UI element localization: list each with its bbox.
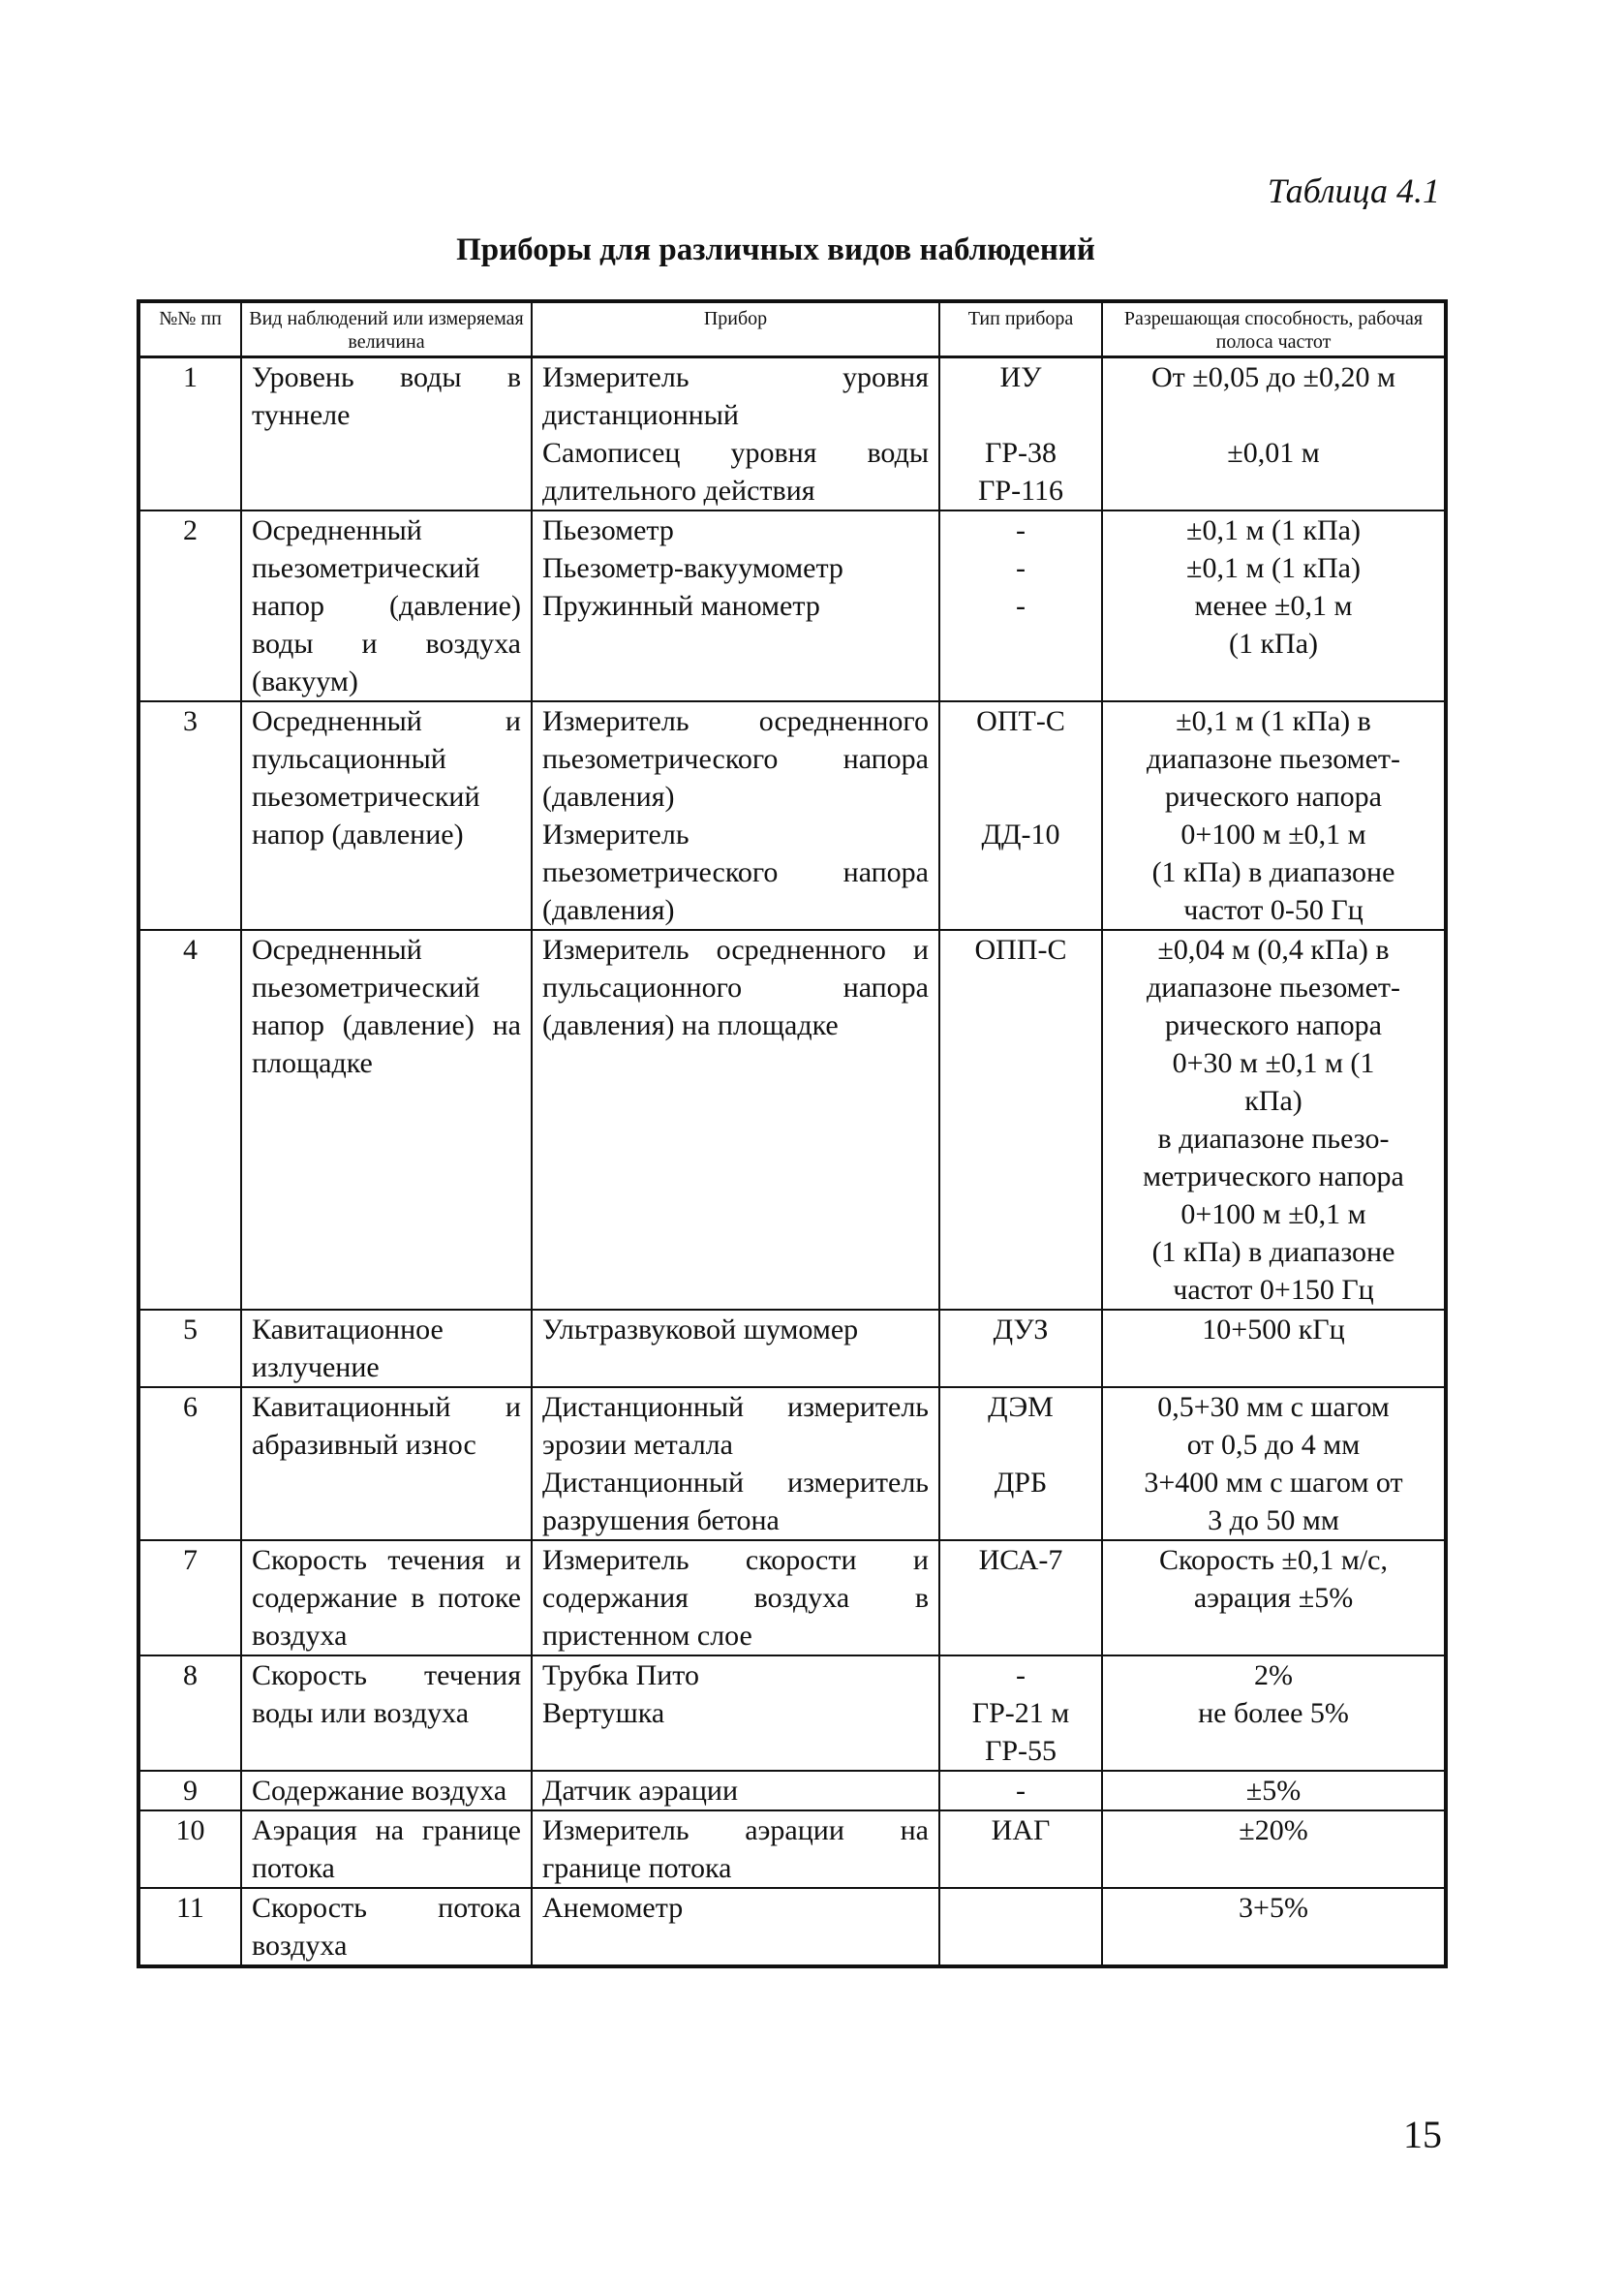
observation-cell: Уровень воды в туннеле xyxy=(241,357,532,511)
resolution-value: менее ±0,1 м xyxy=(1194,590,1353,622)
observation-cell: Осредненный и пульсационный пьезометрический напор (давление) xyxy=(241,701,532,930)
resolution-value: рического напора xyxy=(1165,1009,1382,1041)
device-type-cell xyxy=(939,1540,1102,1655)
observation-cell: Содержание воздуха xyxy=(241,1771,532,1810)
header-type: Тип прибора xyxy=(939,301,1102,357)
row-number: 2 xyxy=(138,510,241,701)
table-row xyxy=(138,1888,1446,1966)
device-cell xyxy=(532,510,939,701)
device-name: Измеритель аэрации на границе потока xyxy=(542,1814,929,1884)
row-number: 3 xyxy=(138,701,241,930)
resolution-value: от 0,5 до 4 мм xyxy=(1186,1429,1361,1461)
device-type-cell xyxy=(939,357,1102,511)
resolution-value: ±20% xyxy=(1239,1814,1308,1846)
device-type: ИАГ xyxy=(991,1814,1051,1846)
device-name: Пружинный манометр xyxy=(542,590,820,622)
device-cell xyxy=(532,930,939,1310)
document-title: Приборы для различных видов наблюдений xyxy=(456,232,1095,267)
device-type-cell xyxy=(939,1810,1102,1888)
device-type: - xyxy=(1016,552,1026,584)
resolution-cell xyxy=(1102,357,1446,511)
device-type-cell xyxy=(939,1655,1102,1771)
device-name: Дистанционный измеритель эрозии металла xyxy=(542,1391,929,1461)
device-cell xyxy=(532,1655,939,1771)
device-type-cell xyxy=(939,1888,1102,1966)
resolution-cell xyxy=(1102,1888,1446,1966)
resolution-cell xyxy=(1102,1771,1446,1810)
device-cell xyxy=(532,1540,939,1655)
device-type: ГР-116 xyxy=(978,475,1063,507)
resolution-cell xyxy=(1102,510,1446,701)
resolution-cell xyxy=(1102,1540,1446,1655)
device-name: Измеритель осредненного пьезометрического напора (давления) xyxy=(542,705,929,813)
device-type: ГР-21 м xyxy=(971,1697,1070,1729)
device-type-cell xyxy=(939,510,1102,701)
device-type: - xyxy=(1016,514,1026,546)
resolution-value: аэрация ±5% xyxy=(1193,1582,1354,1614)
device-name: Самописец уровня воды длительного действия xyxy=(542,437,929,507)
observation-cell: Кавитационный и абразивный износ xyxy=(241,1387,532,1540)
header-resolution: Разрешающая способность, рабочая полоса частот xyxy=(1102,301,1446,357)
table-label: Таблица 4.1 xyxy=(1267,171,1440,210)
observation-cell: Осредненный пьезометрический напор (давление) на площадке xyxy=(241,930,532,1310)
resolution-value: 0+100 м ±0,1 м xyxy=(1180,819,1366,851)
row-number: 9 xyxy=(138,1771,241,1810)
device-name: Измеритель осредненного и пульсационного напора (давления) на площадке xyxy=(542,934,929,1041)
device-type: ИСА-7 xyxy=(978,1544,1063,1576)
instruments-table xyxy=(137,299,1448,1968)
resolution-value: 0+100 м ±0,1 м xyxy=(1180,1198,1366,1230)
device-type: ИУ xyxy=(999,361,1042,393)
device-cell xyxy=(532,1810,939,1888)
resolution-value: диапазоне пьезомет- xyxy=(1146,972,1401,1004)
row-number: 11 xyxy=(138,1888,241,1966)
resolution-value: метрического напора xyxy=(1143,1160,1404,1192)
device-type: ГР-38 xyxy=(984,437,1057,469)
table-row xyxy=(138,1387,1446,1540)
resolution-value: 10+500 кГц xyxy=(1202,1314,1345,1346)
table-body xyxy=(138,357,1446,1967)
header-number: №№ пп xyxy=(138,301,241,357)
device-name: Датчик аэрации xyxy=(542,1775,739,1807)
resolution-value: в диапазоне пьезо- xyxy=(1157,1123,1390,1155)
blank-line xyxy=(950,778,1091,816)
row-number: 5 xyxy=(138,1310,241,1387)
resolution-cell xyxy=(1102,701,1446,930)
device-name: Пьезометр-вакуумометр xyxy=(542,552,843,584)
row-number: 8 xyxy=(138,1655,241,1771)
resolution-cell xyxy=(1102,1655,1446,1771)
device-type-cell xyxy=(939,1387,1102,1540)
page-number: 15 xyxy=(1403,2113,1442,2156)
table-header xyxy=(138,301,1446,357)
device-cell xyxy=(532,1310,939,1387)
device-cell xyxy=(532,357,939,511)
resolution-value: кПа) xyxy=(1244,1085,1302,1117)
device-name: Измеритель скорости и содержания воздуха в пристенном слое xyxy=(542,1544,929,1652)
resolution-value: (1 кПа) xyxy=(1228,628,1319,660)
device-type: ДД-10 xyxy=(981,819,1060,851)
blank-line xyxy=(950,740,1091,778)
device-type: ГР-55 xyxy=(984,1735,1057,1767)
device-name: Измеритель уровня дистанционный xyxy=(542,361,929,431)
resolution-value: 3+5% xyxy=(1239,1892,1308,1924)
device-type: - xyxy=(1016,1659,1026,1691)
resolution-cell xyxy=(1102,1387,1446,1540)
resolution-value: ±0,1 м (1 кПа) в xyxy=(1176,705,1371,737)
resolution-value: ±5% xyxy=(1245,1775,1302,1807)
header-device: Прибор xyxy=(532,301,939,357)
row-number: 7 xyxy=(138,1540,241,1655)
observation-cell: Скорость течения воды или воздуха xyxy=(241,1655,532,1771)
resolution-value: частот 0+150 Гц xyxy=(1173,1274,1374,1306)
row-number: 4 xyxy=(138,930,241,1310)
device-type: - xyxy=(1016,590,1026,622)
resolution-value: ±0,01 м xyxy=(1227,437,1320,469)
device-cell xyxy=(532,701,939,930)
device-name: Анемометр xyxy=(542,1892,684,1924)
resolution-value: ±0,1 м (1 кПа) xyxy=(1186,514,1361,546)
blank-line xyxy=(950,1889,1091,1927)
device-type: ОПТ-С xyxy=(976,705,1065,737)
resolution-value: ±0,1 м (1 кПа) xyxy=(1186,552,1361,584)
table-row xyxy=(138,1310,1446,1387)
resolution-value: частот 0-50 Гц xyxy=(1183,894,1364,926)
table-row xyxy=(138,357,1446,511)
resolution-cell xyxy=(1102,1310,1446,1387)
device-cell xyxy=(532,1387,939,1540)
blank-line xyxy=(950,1426,1091,1464)
device-name: Трубка Пито xyxy=(542,1659,700,1691)
resolution-cell xyxy=(1102,1810,1446,1888)
resolution-cell xyxy=(1102,930,1446,1310)
header-observation: Вид наблюдений или измеряемая величина xyxy=(241,301,532,357)
blank-line xyxy=(950,396,1091,434)
header-row xyxy=(138,301,1446,357)
row-number: 6 xyxy=(138,1387,241,1540)
resolution-value: (1 кПа) в диапазоне xyxy=(1151,856,1395,888)
observation-cell: Аэрация на границе потока xyxy=(241,1810,532,1888)
device-name: Дистанционный измеритель разрушения бетона xyxy=(542,1467,929,1536)
resolution-value: От ±0,05 до ±0,20 м xyxy=(1151,361,1395,393)
device-name: Измеритель пьезометрического напора (давления) xyxy=(542,819,929,926)
device-type: - xyxy=(1016,1775,1026,1807)
device-name: Пьезометр xyxy=(542,514,674,546)
resolution-value: 0,5+30 мм с шагом xyxy=(1157,1391,1390,1423)
resolution-value: 2% xyxy=(1254,1659,1293,1691)
observation-cell: Скорость течения и содержание в потоке воздуха xyxy=(241,1540,532,1655)
resolution-value: 3 до 50 мм xyxy=(1208,1504,1339,1536)
observation-cell: Скорость потока воздуха xyxy=(241,1888,532,1966)
resolution-value: ±0,04 м (0,4 кПа) в xyxy=(1157,934,1390,966)
resolution-value: диапазоне пьезомет- xyxy=(1146,743,1401,775)
device-type: ДУЗ xyxy=(993,1314,1049,1346)
device-type-cell xyxy=(939,701,1102,930)
row-number: 10 xyxy=(138,1810,241,1888)
resolution-value: 3+400 мм с шагом от xyxy=(1144,1467,1403,1499)
device-name: Ультразвуковой шумомер xyxy=(542,1314,859,1346)
observation-cell: Осредненный пьезометрический напор (давление) воды и воздуха (вакуум) xyxy=(241,510,532,701)
device-name: Вертушка xyxy=(542,1697,665,1729)
resolution-value: Скорость ±0,1 м/с, xyxy=(1158,1544,1388,1576)
table-row xyxy=(138,1810,1446,1888)
resolution-value: (1 кПа) в диапазоне xyxy=(1151,1236,1395,1268)
device-type-cell xyxy=(939,930,1102,1310)
device-type: ДЭМ xyxy=(988,1391,1054,1423)
device-type-cell xyxy=(939,1771,1102,1810)
observation-cell: Кавитационное излучение xyxy=(241,1310,532,1387)
resolution-value: рического напора xyxy=(1165,781,1382,813)
row-number: 1 xyxy=(138,357,241,511)
table-row xyxy=(138,1540,1446,1655)
table-row xyxy=(138,930,1446,1310)
device-cell xyxy=(532,1888,939,1966)
blank-line xyxy=(1113,396,1434,434)
table-row xyxy=(138,510,1446,701)
resolution-value: не более 5% xyxy=(1198,1697,1349,1729)
resolution-value: 0+30 м ±0,1 м (1 xyxy=(1172,1047,1375,1079)
device-type: ОПП-С xyxy=(974,934,1067,966)
table-row xyxy=(138,701,1446,930)
device-cell xyxy=(532,1771,939,1810)
table-row xyxy=(138,1771,1446,1810)
device-type-cell xyxy=(939,1310,1102,1387)
table-row xyxy=(138,1655,1446,1771)
device-type: ДРБ xyxy=(994,1467,1048,1499)
